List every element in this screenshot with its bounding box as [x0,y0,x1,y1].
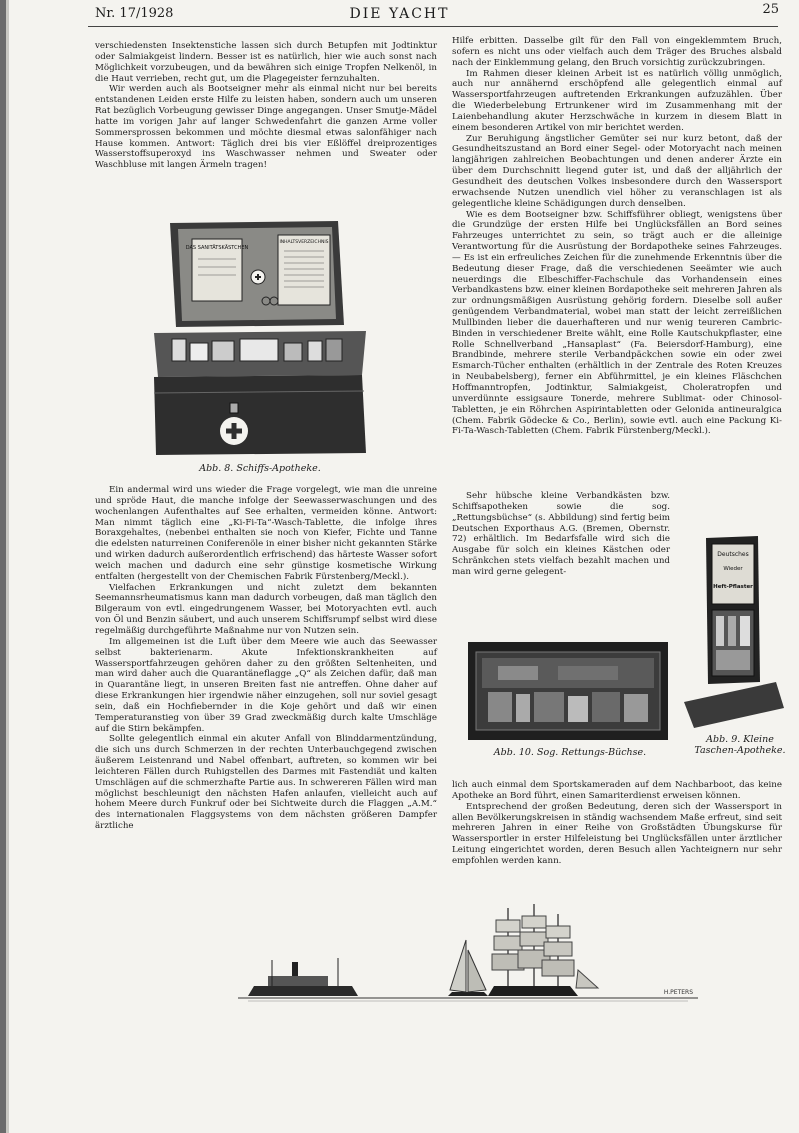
figure-10-caption: Abb. 10. Sog. Rettungs-Büchse. [493,747,647,758]
paragraph: Vielfachen Erkrankungen und nicht zuletzt dem bekannten Seemannsrheumatismus kann man dadurch vorbeugen, daß man täglich den Bilgeraum von evtl. eingedrungenem Wasser, bei Motoryachten evtl. auch von Öl und Benzin säubert, und auch unserem Schiffsrumpf selbst wird diese regelmäßig durchgeführte Maßnahme nur von Nutzen sein. [95,582,437,636]
figure-9-caption [690,734,790,756]
header-rule [88,26,778,27]
column-left-top [95,41,437,171]
paragraph: Sollte gelegentlich einmal ein akuter Anfall von Blinddarmentzündung, die sich uns durch Schmerzen in der rechten Unterbauchgegend zwischen äußerem Leistenrand und Nabel offenbart, auftreten, so kommen wir bei leichteren Fällen durch Ruhigstellen des Darmes mit Fastendiät und kalten Umschlägen auf die schmerzhafte Partie aus. In schwereren Fällen wird man möglichst beschleunigt den nächsten Hafen anlaufen, vielleicht auch auf hohem Meere durch Funkruf oder bei Sichtweite durch die Flaggen „A.M.“ des internationalen Flaggsystems von dem nächsten größeren Dampfer ärztliche [95,734,437,832]
paragraph: Wie es dem Bootseigner bzw. Schiffsführer obliegt, wenigstens über die Grundzüge der ersten Hilfe bei Unglücksfällen an Bord seines Fahrzeuges unterrichtet zu sein, so trägt auch er die alleinige Verantwortung für die Ausrüstung der Bordapotheke seines Fahrzeuges. — Es ist ein erfreuliches Zeichen für die zunehmende Erkenntnis über die Bedeutung dieser Frage, daß die verschiedenen Seeämter wie auch neuerdings die Elbeschiffer-Fachschule das Vorhandensein eines Verbandkastens bzw. einer kleinen Bordapotheke seit mehreren Jahren als zur ordnungsmäßigen Ausrüstung gehörig fordern. Dieselbe soll außer genügendem Verbandmaterial, wobei man statt der leicht zerreißlichen Mullbinden lieber die dauerhafteren und nur wenig teureren Cambric-Binden in verschiedener Breite wählt, eine Rolle Kautschukpflaster, eine Rolle Schnellverband „Hansaplast“ (Fa. Beiersdorf-Hamburg), eine Brandbinde, mehrere sterile Verbandpäckchen sowie ein oder zwei Esmarch-Tücher enthalten (erhältlich in der Zentrale des Roten Kreuzes in Neubabelsberg), ferner ein Abführmittel, je ein kleines Fläschchen Hoffmanntropfen, Jodtinktur, Salmiakgeist, Choleratropfen und unverdünnte essigsaure Tonerde, mehrere Sublimat- oder Chinosol-Tabletten, je ein Röhrchen Aspirintabletten oder Gelonida antineuralgica (Chem. Fabrik Gödecke & Co., Berlin), sowie evtl. auch eine Packung Ki-Fi-Ta-Wasch-Tabletten (Chem. Fabrik Fürstenberg/Meckl.). [452,209,782,437]
lid-index-label: INHALTSVERZEICHNIS [279,240,329,245]
ships-vignette [238,900,698,1012]
ships-illustration [238,900,698,1012]
paragraph: Zur Beruhigung ängstlicher Gemüter sei nur kurz betont, daß der Gesundheitszustand an Bord einer Segel- oder Motoryacht nach meinen langjährigen zahlreichen Beobachtungen und denen anderer Ärzte ein über dem Durchschnitt liegend guter ist, und daß der alljährlich der Gesundheit des deutschen Volkes insbesondere durch den Wassersport erwachsende Nutzen unendlich viel höher zu veranschlagen ist als gelegentliche kleine Schädigungen durch denselben. [452,133,782,209]
column-left-bottom [95,485,437,832]
figure-8-caption: Abb. 8. Schiffs-Apotheke. [199,463,321,474]
issue-number: Nr. 17/1928 [95,6,174,21]
binding-shadow [6,0,9,1133]
column-right-bottom [452,780,782,867]
paragraph: Sehr hübsche kleine Verbandkästen bzw. Schiffsapotheken sowie die sog. „Rettungsbüchse“ (s. Abbildung) sind fertig beim Deutschen Exporthaus A.G. (Bremen, Obernstr. 72) erhältlich. Im Bedarfsfalle wird sich die Ausgabe für solch ein kleines Kästchen oder Schränkchen stets vielfach bezahlt machen und man wird gerne gelegent- [452,491,670,577]
lid-label: DAS SANITÄTSKÄSTCHEN [185,245,249,251]
magazine-title: DIE YACHT [349,6,450,22]
figure-9-pocket-pharmacy [676,532,788,732]
rescue-tin-photo [468,642,668,740]
paragraph: verschiedensten Insektenstiche lassen sich durch Betupfen mit Jodtinktur oder Salmiakgeist lindern. Besser ist es natürlich, hier wie auch sonst nach Möglichkeit vorzubeugen, und da bewähren sich einige Tropfen Nelkenöl, in die Haut verrieben, recht gut, um die Plagegeister fernzuhalten. [95,41,437,84]
artist-signature: H.PETERS [663,989,693,996]
paragraph: Hilfe erbitten. Dasselbe gilt für den Fall von eingeklemmtem Bruch, sofern es nicht uns oder vielfach auch dem Träger des Bruches alsbald nach der Einklemmung gelang, den Bruch vorsichtig zurückzubringen. [452,36,782,68]
page-number: 25 [762,2,779,17]
pocket-pharmacy-illustration [676,532,788,732]
figure-10-rescue-tin [468,642,668,740]
label-mid: Wieder [723,566,743,572]
paragraph: Im Rahmen dieser kleinen Arbeit ist es natürlich völlig unmöglich, auch nur annähernd erschöpfend alle gelegentlich einmal auf Wassersportfahrzeugen auftretenden Erkrankungen aufzuzählen. Über die Wiederbelebung Ertrunkener wird im Zusammenhang mit der Laienbehandlung akuter Herzschwäche in kurzem in diesem Blatt in einem besonderen Artikel von mir berichtet werden. [452,68,782,133]
paragraph: Wir werden auch als Bootseigner mehr als einmal nicht nur bei bereits entstandenen Leiden erste Hilfe zu leisten haben, sondern auch um unseren Rat bezüglich Vorbeugung gewisser Dinge angegangen. Unser Smutje-Mädel hatte im vorigen Jahr auf langer Schwedenfahrt die ganzen Arme voller Sommersprossen bekommen und möchte diesmal etwas salonfähiger nach Hause kommen. Antwort: Täglich drei bis vier Eßlöffel dreiprozentiges Wasserstoffsuperoxyd ins Waschwasser nehmen und Sweater oder Waschbluse mit langen Ärmeln tragen! [95,84,437,171]
column-right-middle [452,491,670,578]
figure-9-caption-line2: Taschen-Apotheke. [694,745,786,756]
column-right-top [452,36,782,437]
ship-pharmacy-illustration [148,215,376,461]
paragraph: Im allgemeinen ist die Luft über dem Meere wie auch das Seewasser selbst bakterienarm. Akute Infektionskrankheiten auf Wassersportfahrzeugen gehören daher zu den größten Seltenheiten, und man wird daher auch die Quarantäneflagge „Q“ als Zeichen dafür, daß man in Quarantäne liegt, in unseren Breiten fast nie antreffen. Ohne daher auf diese Erkrankungen hier irgendwie näher einzugehen, soll nur soviel gesagt sein, daß ein Hochfiebernder in die Koje gehört und daß wir einen Temperaturanstieg von über 39 Grad zweckmäßig durch kalte Umschläge auf die Stirn bekämpfen. [95,636,437,734]
figure-9-caption-line1: Abb. 9. Kleine [706,734,774,745]
paragraph: Ein andermal wird uns wieder die Frage vorgelegt, wie man die unreine und spröde Haut, die manche infolge der Seewasserwaschungen und des wochenlangen Aufenthaltes auf See erhalten, vermeiden könne. Antwort: Man nimmt täglich eine „Ki-Fi-Ta“-Wasch-Tablette, die infolge ihres Boraxgehaltes, (nebenbei enthalten sie noch von Kiefer, Fichte und Tanne die edelsten naturreinen Coniferenöle in einer bisher nicht gekannten Stärke und wirken dadurch außerordentlich erfrischend) das härteste Wasser sofort weich machen und dadurch eine sehr günstige kosmetische Wirkung entfalten (hergestellt von der Chemischen Fabrik Fürstenberg/Meckl.). [95,485,437,582]
paragraph: Entsprechend der großen Bedeutung, deren sich der Wassersport in allen Bevölkerungskreisen in ständig wachsendem Maße erfreut, sind seit mehreren Jahren in einer Reihe von Großstädten Übungskurse für Wassersportler in erster Hilfeleistung bei Unglücksfällen unter ärztlicher Leitung eingerichtet worden, deren Besuch allen Yachteignern nur sehr empfohlen werden kann. [452,801,782,866]
label-main: Heft-Pflaster [713,584,753,590]
paragraph: lich auch einmal dem Sportskameraden auf dem Nachbarboot, das keine Apotheke an Bord führt, einen Samariterdienst erweisen können. [452,780,782,801]
figure-8-ship-pharmacy [148,215,376,461]
label-top: Deutsches [717,551,749,558]
